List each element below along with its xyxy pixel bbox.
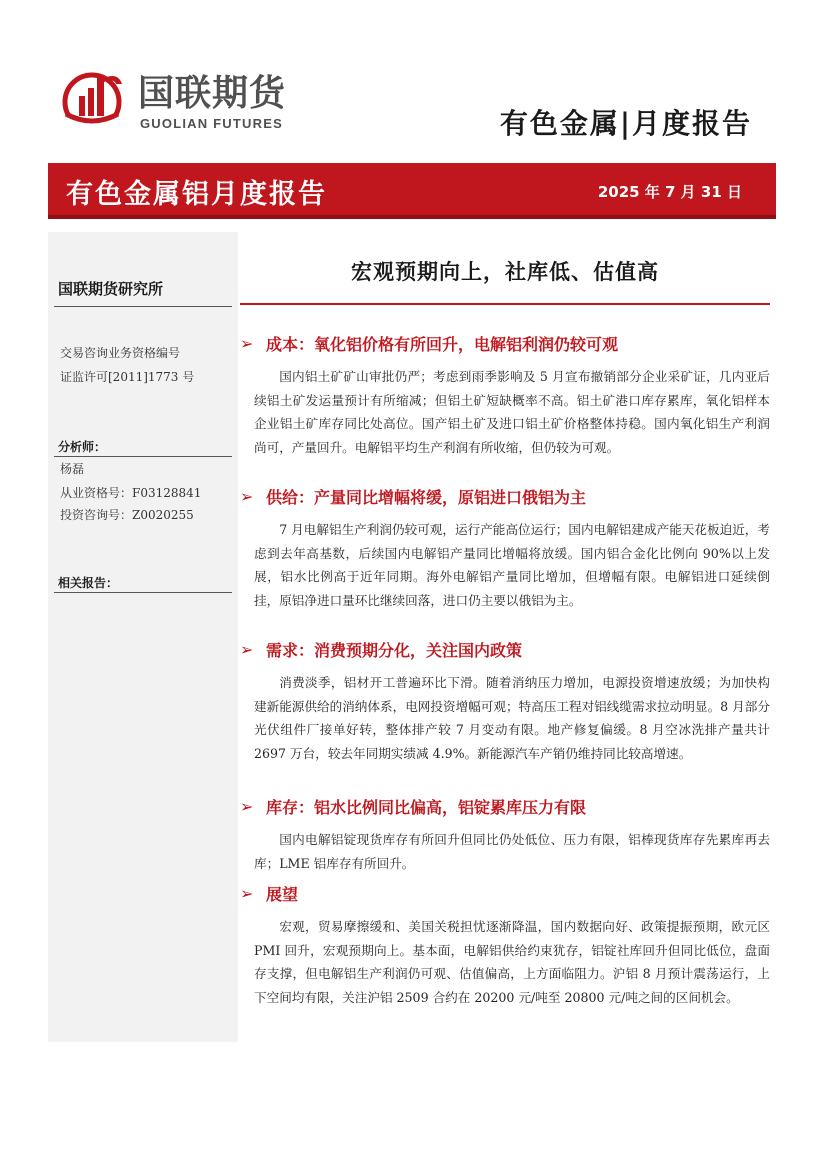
report-type: 有色金属|月度报告 [499, 107, 752, 140]
sidebar [48, 232, 238, 1042]
section-body: 7 月电解铝生产利润仍较可观，运行产能高位运行；国内电解铝建成产能天花板迫近，考虑到去年高基数，后续国内电解铝产量同比增幅将放缓。国内铝合金化比例向 90%以上发展，铝水比例高于近年同期。海外电解铝产量同比增加，但增幅有限。电解铝进口延续倒挂，原铝净进口量环比继续回落，进口仍主要以俄铝为主。 [254, 522, 770, 608]
license-number: 证监许可[2011]1773 号 [60, 370, 195, 384]
section-title: 展望 [266, 885, 299, 904]
sidebar-divider [54, 592, 232, 593]
section-header [240, 637, 770, 665]
section-demand [240, 637, 770, 765]
arrow-bullet-icon: ➢ [240, 640, 254, 659]
section-title: 供给：产量同比增幅将缓，原铝进口俄铝为主 [266, 488, 587, 507]
arrow-bullet-icon: ➢ [240, 797, 254, 816]
report-title: 有色金属铝月度报告 [66, 179, 327, 210]
sidebar-divider [54, 456, 232, 457]
logo-english-name: GUOLIAN FUTURES [140, 116, 283, 131]
section-title: 库存：铝水比例同比偏高，铝锭累库压力有限 [266, 798, 587, 817]
section-supply [240, 484, 770, 612]
arrow-bullet-icon: ➢ [240, 487, 254, 506]
section-body: 消费淡季，铝材开工普遍环比下滑。随着消纳压力增加，电源投资增速放缓；为加快构建新能源供给的消纳体系，电网投资增幅可观；特高压工程对铝线缆需求拉动明显。8 月部分光伏组件厂接单好转，整体排产较 7 月变动有限。地产修复偏缓。8 月空冰洗排产量共计 2697 万台，较去年同期实绩减 4.9%。新能源汽车产销仍维持同比较高增速。 [254, 675, 770, 761]
analyst-name: 杨磊 [60, 462, 85, 476]
logo-chinese-name: 国联期货 [138, 73, 287, 114]
title-banner [48, 163, 776, 219]
report-date: 2025 年 7 月 31 日 [597, 183, 742, 201]
arrow-bullet-icon: ➢ [240, 884, 254, 903]
company-logo [62, 70, 322, 136]
section-header [240, 484, 770, 512]
analyst-consult-number: 投资咨询号：Z0020255 [60, 508, 194, 522]
section-cost [240, 331, 770, 459]
arrow-bullet-icon: ➢ [240, 334, 254, 353]
analyst-label: 分析师： [58, 440, 107, 454]
headline-divider [240, 303, 770, 305]
related-reports-label: 相关报告： [58, 576, 119, 590]
section-title: 成本：氧化铝价格有所回升，电解铝利润仍较可观 [266, 335, 619, 354]
section-body: 国内电解铝锭现货库存有所回升但同比仍处低位、压力有限，铝棒现货库存先累库再去库；LME 铝库存有所回升。 [254, 832, 770, 871]
section-title: 需求：消费预期分化，关注国内政策 [266, 641, 523, 660]
main-headline: 宏观预期向上，社库低、估值高 [351, 259, 659, 284]
section-inventory [240, 794, 770, 875]
section-header [240, 331, 770, 359]
sidebar-divider [54, 306, 232, 307]
section-body: 宏观，贸易摩擦缓和、美国关税担忧逐渐降温，国内数据向好、政策提振预期，欧元区 PMI 回升，宏观预期向上。基本面，电解铝供给约束犹存，铝锭社库回升但同比低位，盘面存支撑，但电解铝生产利润仍可观、估值偏高，上方面临阻力。沪铝 8 月预计震荡运行，上下空间均有限，关注沪铝 2509 合约在 20200 元/吨至 20800 元/吨之间的区间机会。 [254, 919, 770, 1005]
section-header [240, 794, 770, 822]
section-outlook [240, 881, 770, 1009]
guolian-logo-icon [62, 70, 124, 132]
section-body: 国内铝土矿矿山审批仍严；考虑到雨季影响及 5 月宣布撤销部分企业采矿证，几内亚后续铝土矿发运量预计有所缩减；但铝土矿短缺概率不高。铝土矿港口库存累库，氧化铝样本企业铝土矿库存同比处高位。国产铝土矿及进口铝土矿价格整体持稳。国内氧化铝生产利润尚可，产量回升。电解铝平均生产利润有所收缩，但仍较为可观。 [254, 369, 770, 455]
license-label: 交易咨询业务资格编号 [60, 346, 181, 360]
research-department: 国联期货研究所 [58, 280, 164, 298]
section-header [240, 881, 770, 909]
analyst-qualification: 从业资格号：F03128841 [60, 486, 202, 500]
